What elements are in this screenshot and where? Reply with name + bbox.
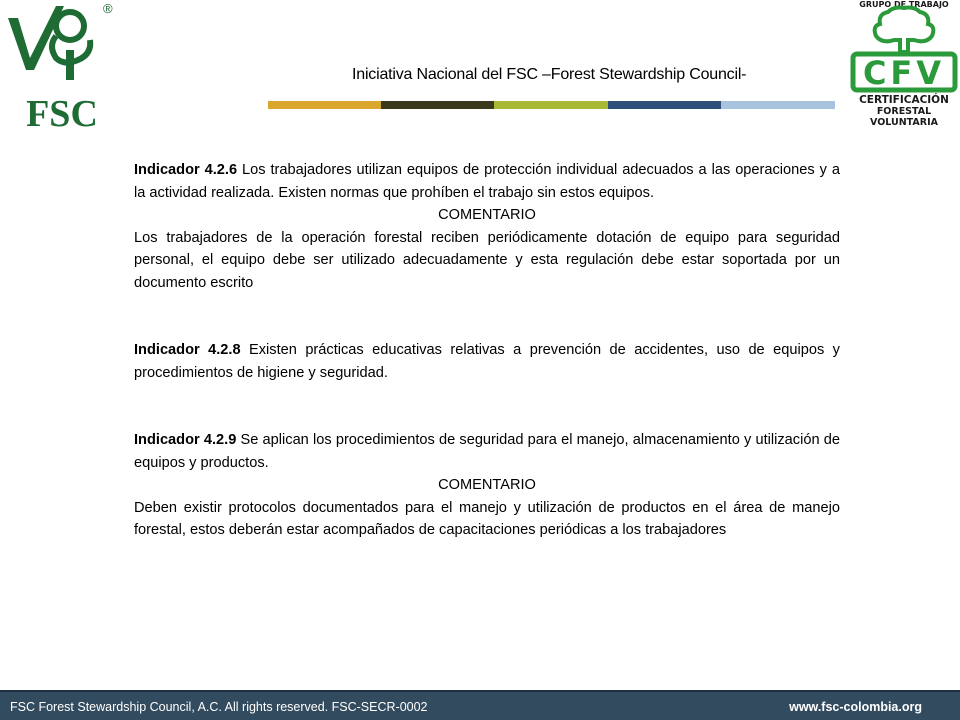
cfv-line2: FORESTAL [876, 106, 932, 117]
document-body [134, 159, 840, 542]
color-bars [268, 101, 835, 109]
fsc-logo [0, 0, 124, 132]
color-bar-1 [268, 101, 381, 109]
header-title: Iniciativa Nacional del FSC –Forest Stewardship Council- [352, 66, 747, 83]
comment-text: Los trabajadores de la operación forestal reciben periódicamente dotación de equipo para seguridad personal, el equipo debe ser utilizado adecuadamente y esta regulación debe estar soportada por un documento escrito [134, 229, 840, 291]
color-bar-3 [494, 101, 608, 109]
fsc-logo-text: FSC [26, 93, 98, 132]
footer-website-link[interactable]: www.fsc-colombia.org [789, 700, 922, 714]
comment-heading: COMENTARIO [438, 477, 536, 493]
color-bar-5 [721, 101, 835, 109]
registered-mark: ® [103, 1, 113, 16]
indicator-4-2-9 [134, 429, 840, 474]
indicator-4-2-6 [134, 159, 840, 204]
footer [0, 690, 960, 720]
cfv-letters: CFV [862, 54, 946, 92]
footer-copyright: FSC Forest Stewardship Council, A.C. All rights reserved. FSC-SECR-0002 [10, 700, 428, 714]
indicator-text: Los trabajadores utilizan equipos de protección individual adecuados a las operaciones y a la actividad realizada. Existen normas que prohíben el trabajo sin estos equipos. [134, 162, 840, 201]
indicator-4-2-8 [134, 339, 840, 384]
color-bar-2 [381, 101, 494, 109]
color-bar-4 [608, 101, 721, 109]
indicator-label: Indicador 4.2.9 [134, 432, 237, 448]
indicator-text: Existen prácticas educativas relativas a prevención de accidentes, uso de equipos y procedimientos de higiene y seguridad. [134, 342, 840, 381]
cfv-line1: CERTIFICACIÓN [859, 94, 949, 106]
indicator-label: Indicador 4.2.6 [134, 162, 238, 178]
cfv-line3: VOLUNTARIA [870, 117, 938, 128]
comment-heading: COMENTARIO [438, 207, 536, 223]
indicator-label: Indicador 4.2.8 [134, 342, 241, 358]
comment-text: Deben existir protocolos documentados para el manejo y utilización de productos en el área de manejo forestal, estos deberán estar acompañados de capacitaciones periódicas a los trabajadores [134, 499, 840, 538]
cfv-top-text: GRUPO DE TRABAJO [859, 0, 949, 9]
indicator-text: Se aplican los procedimientos de seguridad para el manejo, almacenamiento y utilización de equipos y productos. [134, 432, 840, 471]
cfv-logo [848, 0, 960, 130]
